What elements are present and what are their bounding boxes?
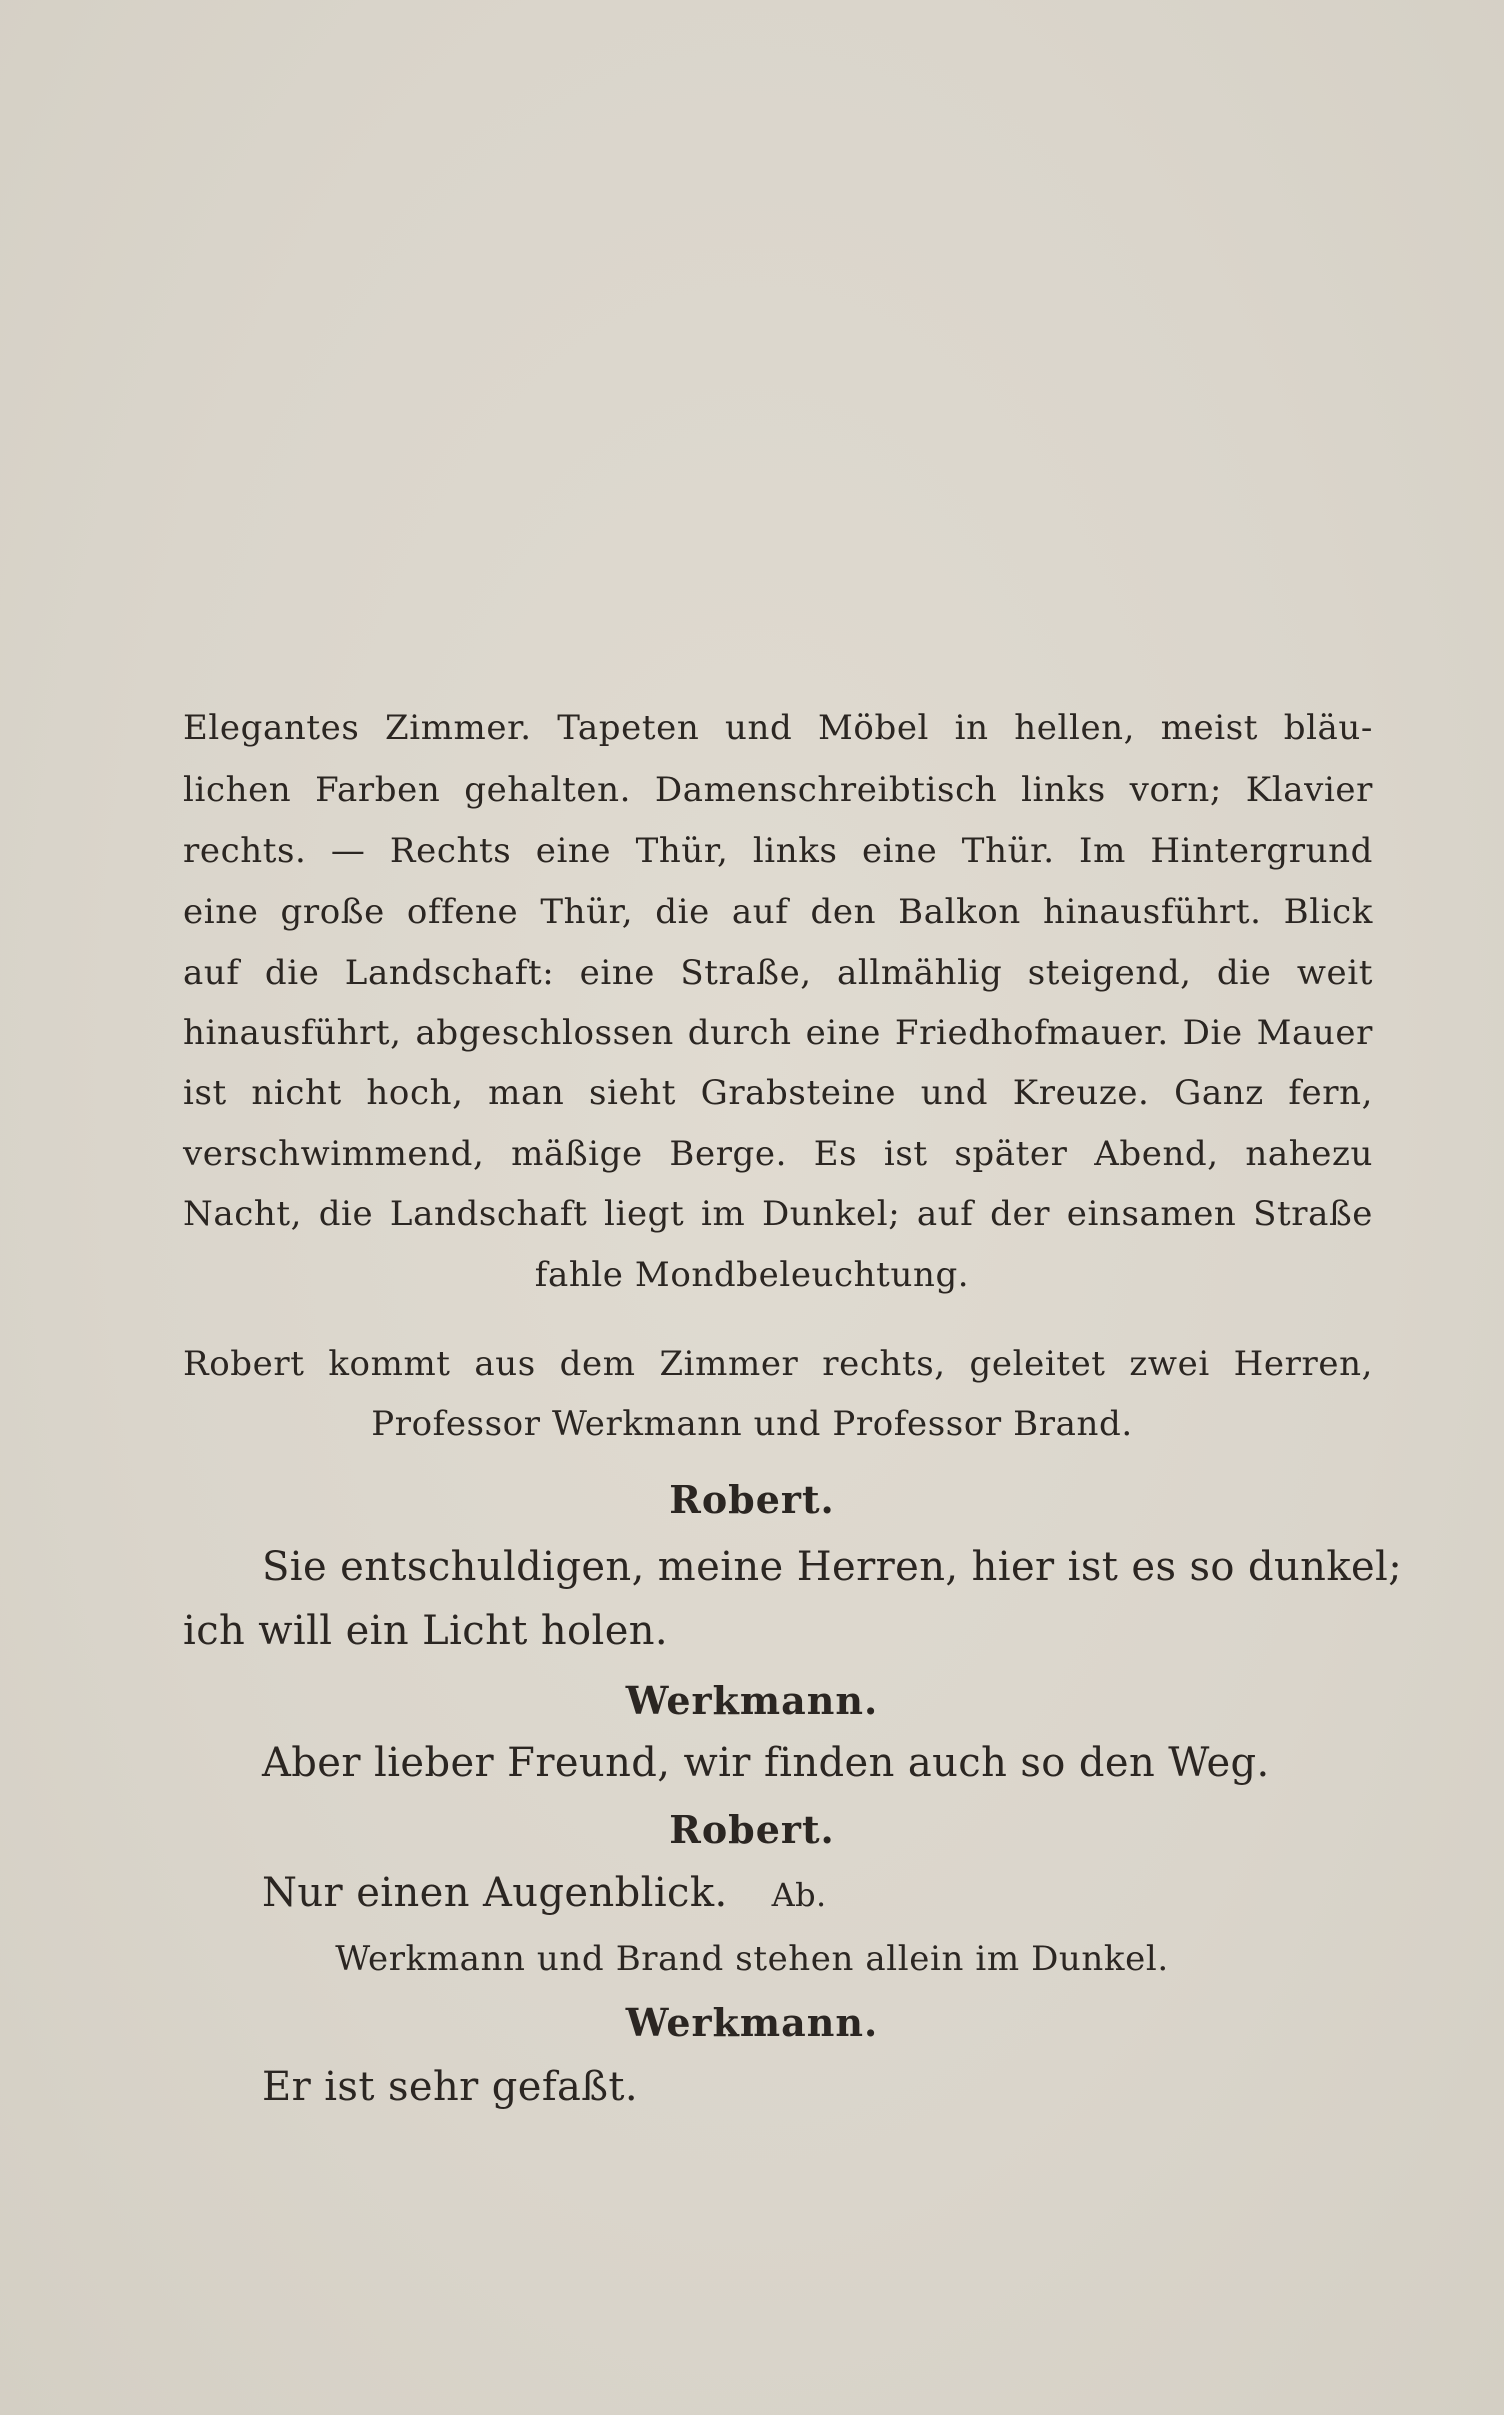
stage-direction-inline: Ab. [771, 1876, 827, 1914]
dialogue-line: ich will ein Licht holen. [183, 1608, 669, 1654]
speaker-name: Robert. [669, 1807, 835, 1852]
entrance-direction-line: Robert kommt aus dem Zimmer rechts, geleitet zwei Herren, [183, 1344, 1373, 1384]
stage-setting-last-line: fahle Mondbeleuchtung. [534, 1255, 970, 1295]
speaker-name: Werkmann. [625, 1678, 879, 1723]
speaker-name: Werkmann. [625, 2000, 879, 2045]
dialogue-line: Er ist sehr gefaßt. [262, 2064, 638, 2110]
stage-setting-line: auf die Landschaft: eine Straße, allmählig steigend, die weit [183, 953, 1373, 993]
stage-setting-line: verschwimmend, mäßige Berge. Es ist später Abend, nahezu [183, 1134, 1373, 1174]
entrance-direction-line: Professor Werkmann und Professor Brand. [371, 1404, 1133, 1444]
stage-setting-line: hinausführt, abgeschlossen durch eine Friedhofmauer. Die Mauer [183, 1013, 1373, 1053]
stage-setting-line: ist nicht hoch, man sieht Grabsteine und Kreuze. Ganz fern, [183, 1073, 1373, 1113]
dialogue-line: Aber lieber Freund, wir finden auch so den Weg. [262, 1740, 1270, 1786]
dialogue-text: Nur einen Augenblick. [262, 1870, 728, 1916]
stage-setting-line: Elegantes Zimmer. Tapeten und Möbel in hellen, meist bläu- [183, 708, 1373, 748]
stage-setting-line: eine große offene Thür, die auf den Balkon hinausführt. Blick [183, 892, 1373, 932]
stage-setting-line: lichen Farben gehalten. Damenschreibtisch links vorn; Klavier [183, 770, 1373, 810]
stage-direction: Werkmann und Brand stehen allein im Dunkel. [335, 1939, 1169, 1979]
stage-setting-line: Nacht, die Landschaft liegt im Dunkel; auf der einsamen Straße [183, 1194, 1373, 1234]
dialogue-line [262, 1866, 827, 1920]
speaker-name: Robert. [669, 1477, 835, 1522]
dialogue-line: Sie entschuldigen, meine Herren, hier ist es so dunkel; [262, 1544, 1403, 1590]
stage-setting-line: rechts. — Rechts eine Thür, links eine Thür. Im Hintergrund [183, 831, 1373, 871]
